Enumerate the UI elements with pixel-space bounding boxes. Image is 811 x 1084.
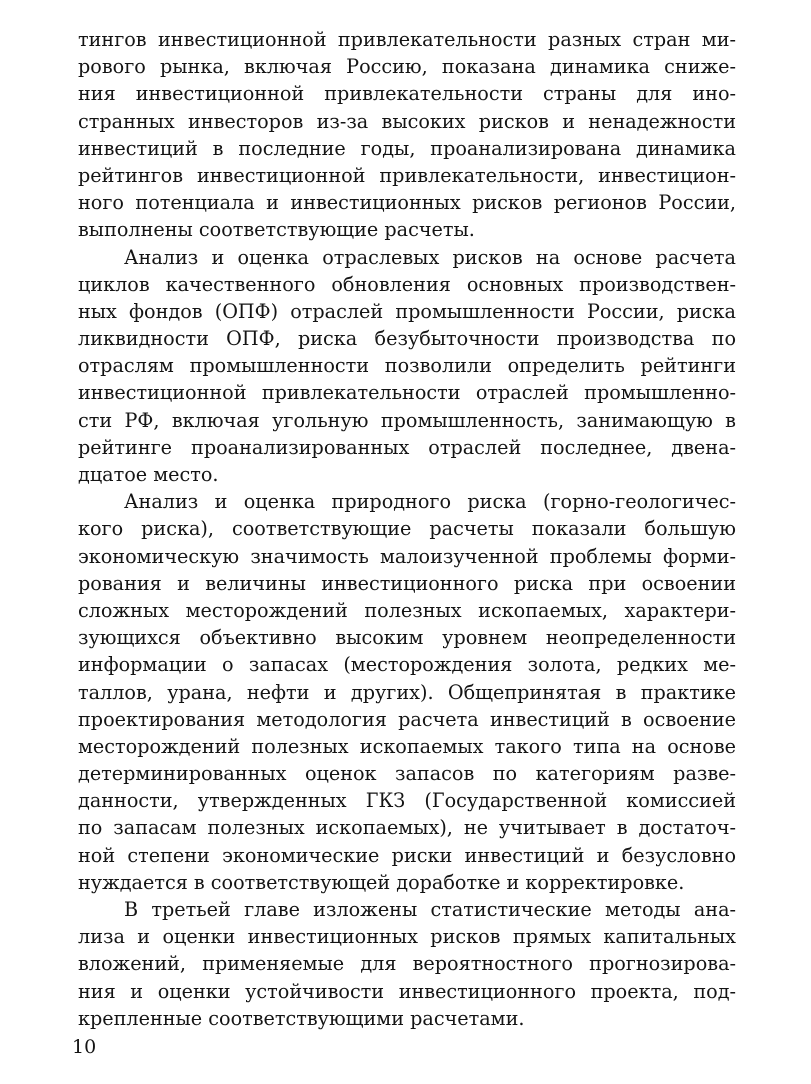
text-line: ных фондов (ОПФ) отраслей промышленности России, риска — [78, 299, 736, 323]
text-line: Анализ и оценка природного риска (горно-геологичес- — [124, 490, 736, 514]
text-line: экономическую значимость малоизученной проблемы форми- — [78, 544, 736, 568]
text-line: выполнены соответствующие расчеты. — [78, 218, 475, 242]
text-line: рейтингов инвестиционной привлекательности, инвестицион- — [78, 163, 736, 187]
text-line: странных инвесторов из-за высоких рисков и ненадежности — [78, 109, 736, 133]
text-line: вложений, применяемые для вероятностного прогнозирова- — [78, 952, 736, 976]
text-line: проектирования методология расчета инвестиций в освоение — [78, 707, 736, 731]
paragraph-2 — [78, 244, 736, 489]
text-line: Анализ и оценка отраслевых рисков на основе расчета — [124, 245, 736, 269]
text-line: информации о запасах (месторождения золота, редких ме- — [78, 653, 736, 677]
text-line: ния инвестиционной привлекательности страны для ино- — [78, 82, 736, 106]
text-line: инвестиционной привлекательности отраслей промышленно- — [78, 381, 736, 405]
text-line: рования и величины инвестиционного риска при освоении — [78, 571, 736, 595]
paragraph-1 — [78, 26, 736, 244]
text-line: дцатое место. — [78, 463, 219, 486]
text-line: рового рынка, включая Россию, показана динамика сниже- — [78, 55, 736, 79]
text-line: ного потенциала и инвестиционных рисков регионов России, — [78, 191, 736, 215]
text-line: сти РФ, включая угольную промышленность, занимающую в — [78, 408, 736, 432]
text-line: тингов инвестиционной привлекательности разных стран ми- — [78, 28, 736, 51]
paragraph-3 — [78, 488, 736, 896]
text-line: по запасам полезных ископаемых), не учитывает в достаточ- — [78, 816, 736, 840]
text-line: зующихся объективно высоким уровнем неопределенности — [78, 626, 736, 650]
text-line: таллов, урана, нефти и других). Общепринятая в практике — [78, 680, 736, 704]
text-line: циклов качественного обновления основных производствен- — [78, 272, 736, 296]
text-line: месторождений полезных ископаемых такого типа на основе — [78, 734, 736, 758]
paragraph-4 — [78, 896, 736, 1032]
text-line: В третьей главе изложены статистические методы ана- — [124, 898, 736, 921]
text-line: данности, утвержденных ГКЗ (Государственной комиссией — [78, 789, 736, 813]
text-line: ликвидности ОПФ, риска безубыточности производства по — [78, 327, 736, 351]
text-line: кого риска), соответствующие расчеты показали большую — [78, 517, 736, 541]
text-line: ной степени экономические риски инвестиций и безусловно — [78, 843, 736, 867]
text-line: нуждается в соответствующей доработке и корректировке. — [78, 870, 685, 894]
text-line: лиза и оценки инвестиционных рисков прямых капитальных — [78, 925, 736, 949]
text-line: крепленные соответствующими расчетами. — [78, 1006, 525, 1030]
text-line: ния и оценки устойчивости инвестиционного проекта, под- — [78, 979, 736, 1003]
text-line: сложных месторождений полезных ископаемых, характери- — [78, 598, 736, 622]
text-line: детерминированных оценок запасов по категориям разве- — [78, 762, 736, 786]
page-body — [78, 26, 736, 1032]
text-line: рейтинге проанализированных отраслей последнее, двена- — [78, 435, 736, 459]
text-line: инвестиций в последние годы, проанализирована динамика — [78, 136, 736, 160]
text-line: отраслям промышленности позволили определить рейтинги — [78, 354, 736, 378]
page-number: 10 — [72, 1036, 97, 1058]
